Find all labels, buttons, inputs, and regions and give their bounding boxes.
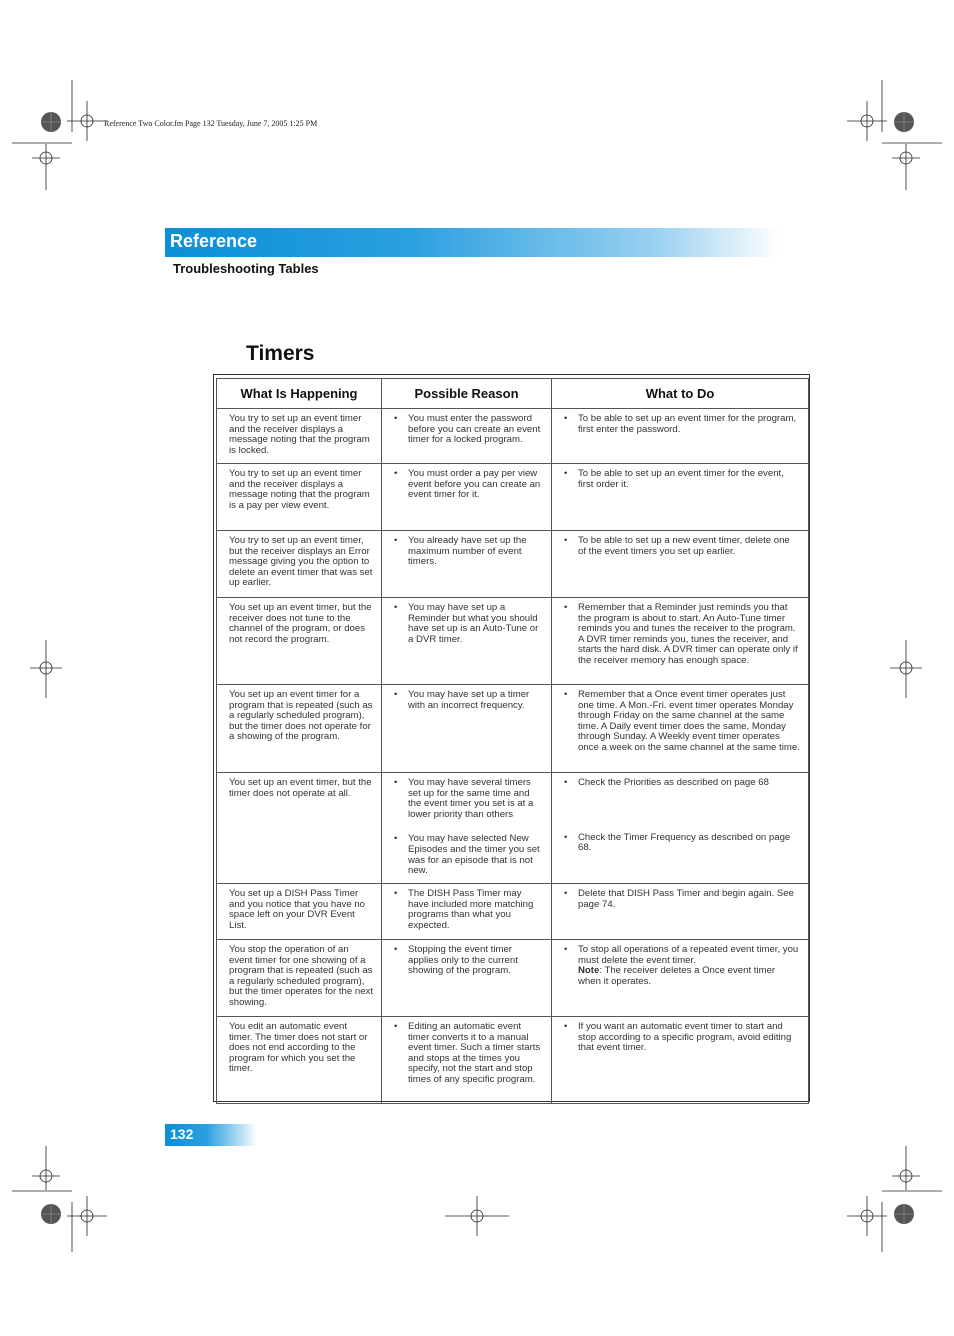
table-row — [217, 884, 809, 940]
cell-reason — [382, 409, 552, 464]
troubleshooting-table — [216, 378, 809, 1104]
section-title: Reference — [170, 231, 258, 251]
cell-reason — [382, 464, 552, 531]
cell-happening: You try to set up an event timer and the receiver displays a message noting that the program is a pay per view event. — [217, 464, 382, 531]
table-row — [217, 1017, 809, 1104]
table-row — [217, 685, 809, 773]
table-row — [217, 940, 809, 1017]
action-item: • Check the Timer Frequency as described on page 68. — [564, 833, 800, 854]
cell-action — [552, 884, 809, 940]
note-text: : The receiver deletes a Once event timer when it operates. — [578, 965, 776, 987]
cell-action — [552, 685, 809, 773]
cell-action — [552, 531, 809, 598]
action-item: • Check the Priorities as described on page 68 — [564, 778, 800, 789]
cell-action — [552, 464, 809, 531]
cell-action — [552, 773, 809, 884]
action-item: • Delete that DISH Pass Timer and begin again. See page 74. — [564, 889, 800, 910]
reason-item: • You already have set up the maximum number of event timers. — [394, 536, 543, 568]
cell-happening: You set up an event timer, but the receiver does not tune to the channel of the program, or does not record the program. — [217, 598, 382, 685]
cell-reason — [382, 531, 552, 598]
action-item: • Remember that a Once event timer operates just one time. A Mon.-Fri. event timer operates Monday through Friday on the same channel at the same time. A Daily event timer does the same, Monday through Sunday. A Weekly event timer operates once a week on the same channel at the same time. — [564, 690, 800, 754]
reason-item: • You must order a pay per view event before you can create an event timer for it. — [394, 469, 543, 501]
page-number: 132 — [170, 1126, 194, 1142]
cell-happening: You stop the operation of an event timer for one showing of a program that is repeated (such as a regularly scheduled program), but the timer operates for the next showing. — [217, 940, 382, 1017]
section-banner — [165, 228, 780, 257]
cell-action — [552, 598, 809, 685]
subsection-title: Troubleshooting Tables — [173, 261, 319, 276]
cell-action — [552, 1017, 809, 1104]
reason-item: • You must enter the password before you can create an event timer for a locked program. — [394, 414, 543, 446]
action-text: To stop all operations of a repeated event timer, you must delete the event timer. — [578, 944, 799, 966]
reason-item: • Stopping the event timer applies only to the current showing of the program. — [394, 945, 543, 977]
reason-item: • Editing an automatic event timer converts it to a manual event timer. Such a timer starts and stops at the times you specify, not the start and stop times of any specific program. — [394, 1022, 543, 1086]
table-row — [217, 409, 809, 464]
cell-happening: You edit an automatic event timer. The timer does not start or does not end according to the program for which you set the timer. — [217, 1017, 382, 1104]
action-item: • If you want an automatic event timer to start and stop according to a specific program, avoid editing that event timer. — [564, 1022, 800, 1054]
table-row — [217, 773, 809, 884]
print-slug-line: Reference Two Color.fm Page 132 Tuesday, June 7, 2005 1:25 PM — [104, 119, 318, 128]
cell-reason — [382, 685, 552, 773]
action-item: • Remember that a Reminder just reminds you that the program is about to start. An Auto-Tune timer reminds you and tunes the receiver to the program. A DVR timer reminds you, tunes the receiver, and starts the hard disk. A DVR timer can operate only if the receiver memory has enough space. — [564, 603, 800, 667]
table-row — [217, 464, 809, 531]
table-header-row — [217, 379, 809, 409]
action-item: • To be able to set up a new event timer, delete one of the event timers you set up earlier. — [564, 536, 800, 557]
reason-item: • You may have selected New Episodes and the timer you set was for an episode that is not new. — [394, 834, 543, 876]
reason-item: • You may have set up a Reminder but what you should have set up is an Auto-Tune or a DVR timer. — [394, 603, 543, 645]
cell-reason — [382, 598, 552, 685]
reason-item: • The DISH Pass Timer may have included more matching programs than what you expected. — [394, 889, 543, 931]
page-number-tab — [165, 1124, 257, 1146]
note-label: Note — [578, 965, 600, 977]
cell-reason — [382, 773, 552, 884]
cell-action — [552, 940, 809, 1017]
cell-reason — [382, 1017, 552, 1104]
action-item — [564, 945, 800, 987]
reason-item: • You may have several timers set up for the same time and the event timer you set is at a lower priority than others — [394, 778, 543, 820]
page-heading: Timers — [246, 342, 315, 365]
action-item: • To be able to set up an event timer for the program, first enter the password. — [564, 414, 800, 435]
table-row — [217, 598, 809, 685]
column-header-reason: Possible Reason — [382, 379, 552, 409]
column-header-action: What to Do — [552, 379, 809, 409]
cell-action — [552, 409, 809, 464]
table-row — [217, 531, 809, 598]
cell-reason — [382, 940, 552, 1017]
cell-reason — [382, 884, 552, 940]
cell-happening: You set up an event timer, but the timer does not operate at all. — [217, 773, 382, 884]
cell-happening: You try to set up an event timer and the receiver displays a message noting that the program is locked. — [217, 409, 382, 464]
cell-happening: You try to set up an event timer, but the receiver displays an Error message giving you the option to delete an event timer that was set up earlier. — [217, 531, 382, 598]
action-item: • To be able to set up an event timer for the event, first order it. — [564, 469, 800, 490]
column-header-happening: What Is Happening — [217, 379, 382, 409]
cell-happening: You set up an event timer for a program that is repeated (such as a regularly scheduled program), but the timer does not operate for a showing of the program. — [217, 685, 382, 773]
reason-item: • You may have set up a timer with an incorrect frequency. — [394, 690, 543, 711]
cell-happening: You set up a DISH Pass Timer and you notice that you have no space left on your DVR Event List. — [217, 884, 382, 940]
